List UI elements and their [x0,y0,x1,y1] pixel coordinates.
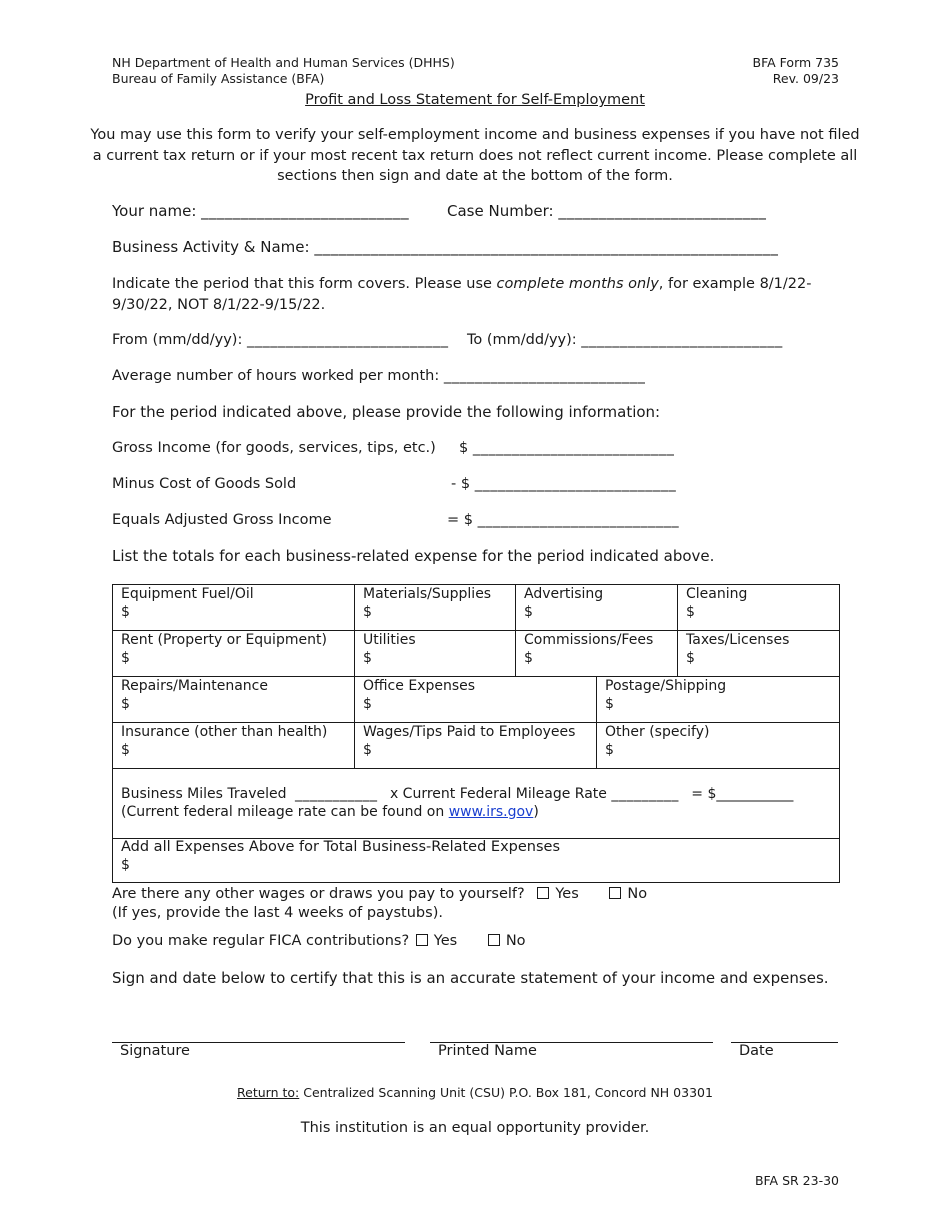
dollar-sign: $ [524,603,533,620]
expense-label: Utilities [363,632,416,648]
total-row [113,839,840,883]
dollar-sign: $ [363,695,372,712]
expenses-intro: List the totals for each business-related expense for the period indicated above. [112,547,715,565]
bureau-name: Bureau of Family Assistance (BFA) [112,71,325,86]
expense-cell-rent[interactable] [113,631,355,677]
from-field-row [112,332,448,348]
intro-line-1: You may use this form to verify your self-employment income and business expenses if you have not filed [90,127,860,143]
case-field-row [447,202,766,220]
gross-income-label: Gross Income (for goods, services, tips, etc.) [112,440,436,456]
adjusted-income-input[interactable]: __________________________ [477,512,680,528]
dollar-sign: $ [363,649,372,666]
mileage-row [113,769,840,839]
name-input[interactable]: __________________________ [201,202,410,220]
mileage-total-input[interactable]: = $___________ [691,786,794,802]
expense-label: Equipment Fuel/Oil [121,586,254,602]
period-text-pre: Indicate the period that this form covers. Please use [112,276,497,292]
wages-no-checkbox[interactable] [609,887,621,899]
dollar-sign: $ [363,603,372,620]
dollar-sign: $ [121,741,130,758]
business-input[interactable]: __________________________________________________________ [314,238,779,256]
business-field-row [112,238,778,256]
period-text-post: , for example 8/1/22- [658,276,812,292]
fica-no-label: No [505,933,526,949]
expense-label: Advertising [524,586,604,602]
provide-info-text: For the period indicated above, please provide the following information: [112,403,661,421]
to-field-row [467,332,783,348]
expense-label: Postage/Shipping [605,678,727,694]
form-code: BFA SR 23-30 [754,1173,839,1188]
period-text-line-2: 9/30/22, NOT 8/1/22-9/15/22. [112,297,326,313]
return-address: Centralized Scanning Unit (CSU) P.O. Box 181, Concord NH 03301 [303,1085,713,1100]
expense-cell-commissions[interactable] [516,631,678,677]
name-field-row [112,202,409,220]
adjusted-income-label: Equals Adjusted Gross Income [112,512,332,528]
expense-row [113,723,840,769]
expense-cell-postage[interactable] [597,677,840,723]
expense-cell-wages[interactable] [355,723,597,769]
expense-label: Commissions/Fees [524,632,654,648]
form-title: Profit and Loss Statement for Self-Employment [305,92,645,108]
business-label: Business Activity & Name: [112,238,310,256]
cogs-operator: - $ [451,476,471,492]
period-text-emphasis: complete months only [496,276,659,292]
rate-label: x Current Federal Mileage Rate [389,786,607,802]
expense-label: Rent (Property or Equipment) [121,632,327,648]
expense-cell-fuel[interactable] [113,585,355,631]
printed-name-label: Printed Name [438,1043,537,1059]
rate-input[interactable]: _________ [611,786,679,802]
expense-label: Wages/Tips Paid to Employees [363,724,576,740]
intro-line-2: a current tax return or if your most recent tax return does not reflect current income. Please complete all [92,147,858,164]
expense-cell-cleaning[interactable] [678,585,840,631]
wages-no-label: No [627,886,648,902]
expense-label: Office Expenses [363,678,476,694]
certify-text: Sign and date below to certify that this is an accurate statement of your income and expenses. [112,969,829,987]
expense-row [113,585,840,631]
return-to-line [0,1085,950,1100]
date-label: Date [739,1043,774,1059]
fica-yes-checkbox[interactable] [416,934,428,946]
mileage-cell[interactable] [113,769,840,839]
to-label: To (mm/dd/yy): [467,332,577,348]
expense-cell-taxes[interactable] [678,631,840,677]
total-expenses-label: Add all Expenses Above for Total Business-Related Expenses [121,839,560,855]
expense-cell-repairs[interactable] [113,677,355,723]
gross-income-operator: $ [459,440,469,456]
fica-yes-label: Yes [433,933,458,949]
revision-date: Rev. 09/23 [772,71,839,86]
adjusted-income-operator: = $ [447,512,473,528]
wages-note: (If yes, provide the last 4 weeks of paystubs). [112,905,443,921]
gross-income-input[interactable]: __________________________ [472,440,675,456]
expense-label: Other (specify) [605,724,710,740]
wages-question-row [112,886,647,902]
cogs-field [451,476,676,492]
dollar-sign: $ [605,741,614,758]
expense-label: Insurance (other than health) [121,724,328,740]
dollar-sign: $ [363,741,372,758]
adjusted-income-field [447,512,679,528]
case-number-input[interactable]: __________________________ [558,202,767,220]
expense-cell-other[interactable] [597,723,840,769]
expense-label: Cleaning [686,586,748,602]
dollar-sign: $ [121,856,130,873]
dollar-sign: $ [121,649,130,666]
wages-yes-checkbox[interactable] [537,887,549,899]
form-number: BFA Form 735 [752,55,839,70]
dollar-sign: $ [121,603,130,620]
miles-input[interactable]: ___________ [294,786,378,802]
fica-question: Do you make regular FICA contributions? [112,933,410,949]
name-label: Your name: [112,202,197,220]
expense-row [113,677,840,723]
cogs-label: Minus Cost of Goods Sold [112,476,297,492]
return-to-label: Return to: [237,1085,300,1100]
hours-input[interactable]: __________________________ [443,368,646,384]
intro-paragraph [0,125,950,187]
signature-label: Signature [120,1043,190,1059]
wages-yes-label: Yes [555,886,579,902]
expense-row [113,631,840,677]
expenses-table [112,584,840,883]
expense-cell-insurance[interactable] [113,723,355,769]
case-number-label: Case Number: [447,202,554,220]
dept-name: NH Department of Health and Human Services (DHHS) [112,55,455,70]
dollar-sign: $ [524,649,533,666]
equal-opportunity-statement: This institution is an equal opportunity provider. [300,1120,650,1136]
wages-question: Are there any other wages or draws you pay to yourself? [112,886,525,902]
expense-cell-advertising[interactable] [516,585,678,631]
rate-note-text: (Current federal mileage rate can be found on [121,803,449,820]
dollar-sign: $ [686,603,695,620]
period-instructions [112,274,811,316]
from-date-input[interactable]: __________________________ [246,332,449,348]
fica-question-row [112,933,526,949]
cogs-input[interactable]: __________________________ [474,476,677,492]
dollar-sign: $ [686,649,695,666]
expense-cell-utilities[interactable] [355,631,516,677]
expense-label: Taxes/Licenses [686,632,790,648]
dollar-sign: $ [605,695,614,712]
from-label: From (mm/dd/yy): [112,332,243,348]
miles-label: Business Miles Traveled [121,786,287,802]
expense-label: Materials/Supplies [363,586,492,602]
rate-note-close: ) [533,803,539,820]
hours-field-row [112,368,645,384]
expense-cell-office[interactable] [355,677,597,723]
to-date-input[interactable]: __________________________ [581,332,783,348]
gross-income-field [459,440,674,456]
dollar-sign: $ [121,695,130,712]
expense-label: Repairs/Maintenance [121,678,268,694]
hours-label: Average number of hours worked per month: [112,368,440,384]
expense-cell-materials[interactable] [355,585,516,631]
total-expenses-cell[interactable] [113,839,840,883]
intro-line-3: sections then sign and date at the bottom of the form. [277,168,673,184]
fica-no-checkbox[interactable] [488,934,500,946]
irs-link[interactable]: www.irs.gov [448,803,534,820]
